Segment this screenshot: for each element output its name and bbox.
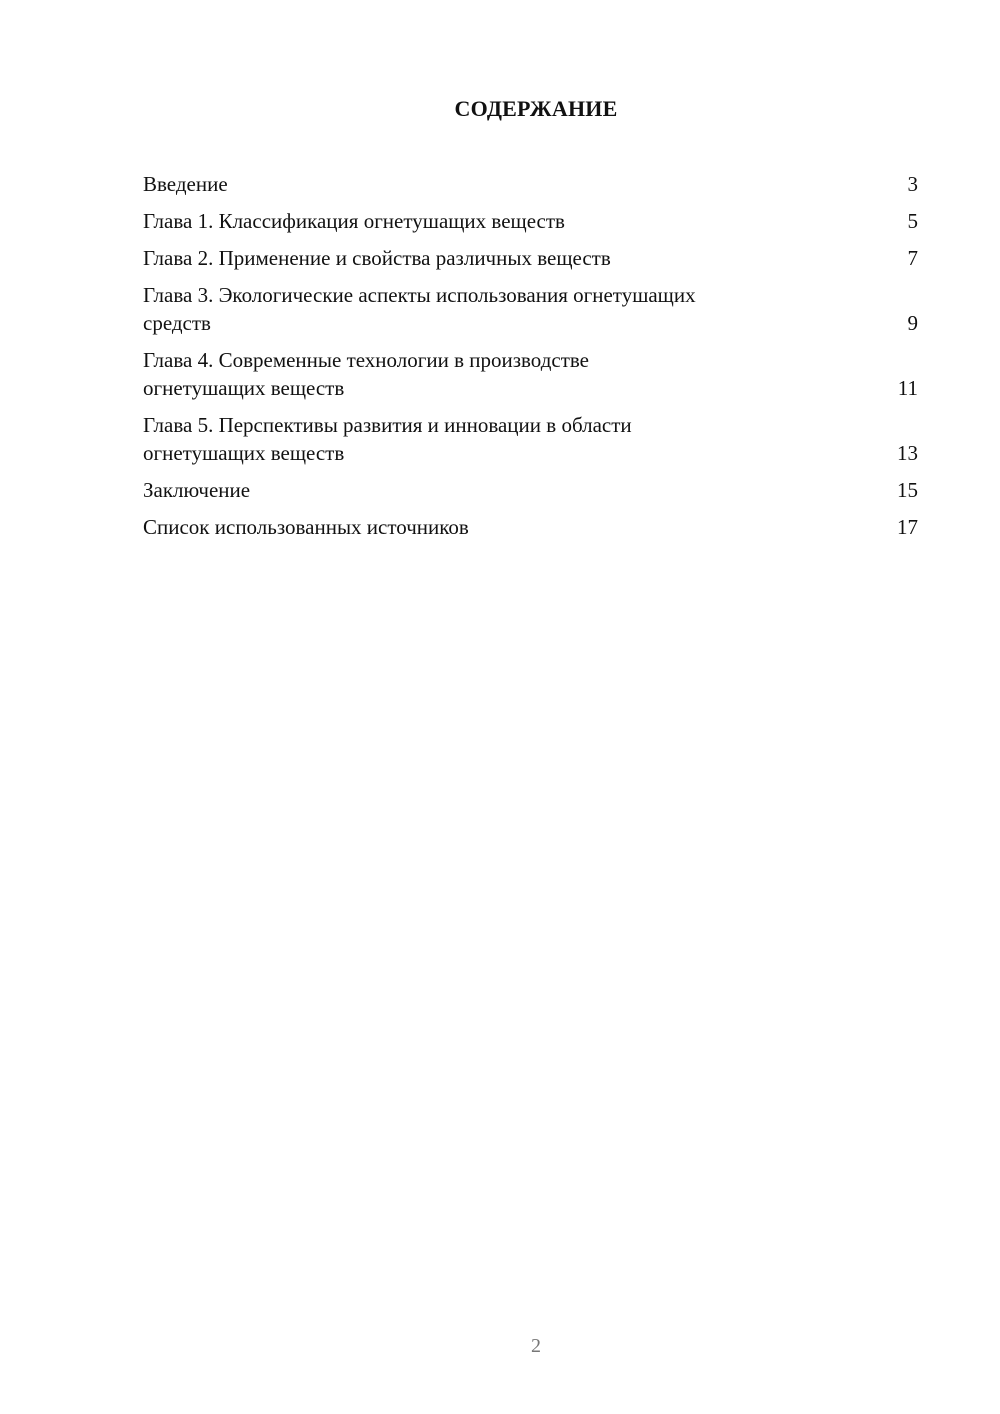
toc-entry-title: Глава 3. Экологические аспекты использования огнетушащих средств — [143, 283, 696, 335]
toc-entry-introduction[interactable] — [143, 170, 918, 198]
toc-entry-page: 5 — [907, 209, 918, 233]
toc-entry-page: 17 — [897, 515, 918, 539]
toc-entry-conclusion[interactable] — [143, 476, 918, 504]
toc-entry-chapter-4[interactable] — [143, 346, 918, 402]
toc-entry-page: 3 — [907, 172, 918, 196]
toc-entry-title: Список использованных источников — [143, 515, 469, 539]
toc-entry-page: 9 — [907, 311, 918, 335]
toc-entry-chapter-5[interactable] — [143, 411, 918, 467]
page-number: 2 — [531, 1335, 541, 1357]
toc-entry-title: Глава 2. Применение и свойства различных веществ — [143, 246, 611, 270]
toc-entry-chapter-2[interactable] — [143, 244, 918, 272]
toc-entry-chapter-3[interactable] — [143, 281, 918, 337]
toc-entry-page: 7 — [907, 246, 918, 270]
toc-entry-page: 11 — [897, 376, 918, 400]
page-title: СОДЕРЖАНИЕ — [454, 96, 618, 121]
table-of-contents — [143, 170, 918, 550]
toc-entry-title: Глава 4. Современные технологии в производстве огнетушащих веществ — [143, 348, 589, 400]
toc-entry-page: 15 — [897, 478, 918, 502]
toc-entry-references[interactable] — [143, 513, 918, 541]
toc-entry-title: Глава 5. Перспективы развития и инновации в области огнетушащих веществ — [143, 413, 632, 465]
toc-entry-chapter-1[interactable] — [143, 207, 918, 235]
toc-entry-title: Глава 1. Классификация огнетушащих веществ — [143, 209, 565, 233]
toc-entry-title: Введение — [143, 172, 228, 196]
toc-entry-title: Заключение — [143, 478, 251, 502]
toc-entry-page: 13 — [897, 441, 918, 465]
